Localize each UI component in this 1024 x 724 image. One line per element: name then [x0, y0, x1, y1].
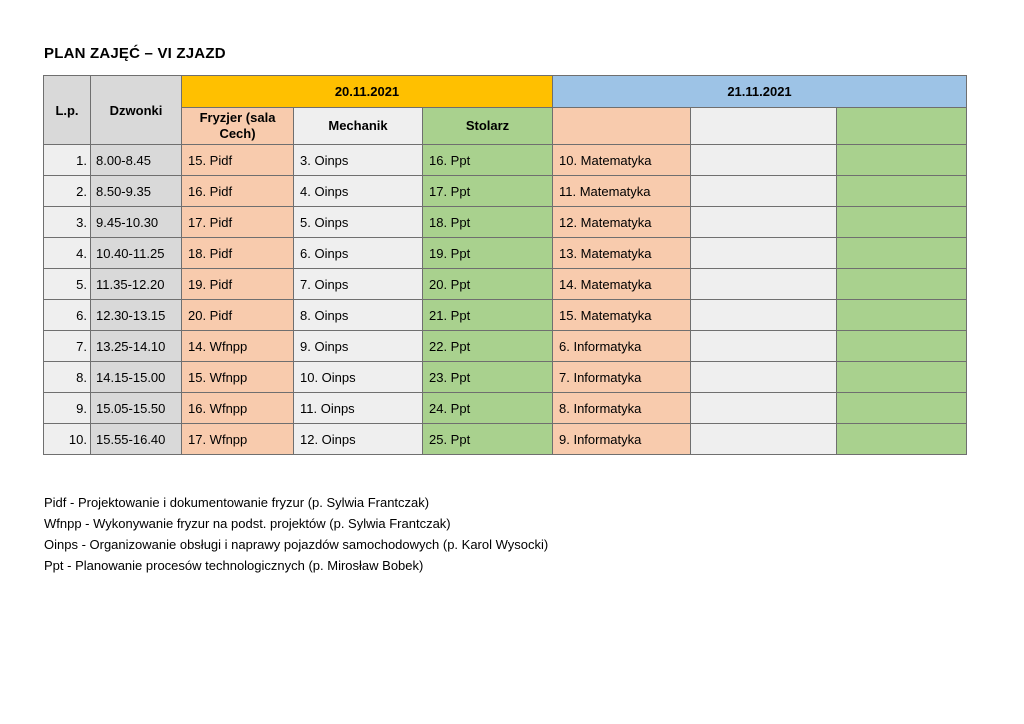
legend-item: Oinps - Organizowanie obsługi i naprawy pojazdów samochodowych (p. Karol Wysocki): [44, 537, 549, 552]
cell-day2-2: [691, 269, 837, 300]
group-header-stolarz: Stolarz: [423, 108, 553, 145]
legend: [44, 492, 548, 576]
cell-mechanik: 8. Oinps: [294, 300, 423, 331]
cell-day2-2: [691, 424, 837, 455]
legend-item: Pidf - Projektowanie i dokumentowanie fryzur (p. Sylwia Frantczak): [44, 495, 430, 510]
cell-day2-1: 14. Matematyka: [553, 269, 691, 300]
cell-fryzjer: 15. Pidf: [182, 145, 294, 176]
cell-stolarz: 18. Ppt: [423, 207, 553, 238]
cell-fryzjer: 17. Wfnpp: [182, 424, 294, 455]
cell-mechanik: 6. Oinps: [294, 238, 423, 269]
bell-time: 11.35-12.20: [91, 269, 182, 300]
cell-stolarz: 24. Ppt: [423, 393, 553, 424]
cell-day2-3: [837, 238, 967, 269]
group-header-day2-3: [837, 108, 967, 145]
table-row: [44, 176, 967, 207]
table-row: [44, 362, 967, 393]
row-number: 10.: [44, 424, 91, 455]
table-row: [44, 145, 967, 176]
cell-day2-3: [837, 269, 967, 300]
schedule-table: [43, 75, 967, 455]
cell-stolarz: 22. Ppt: [423, 331, 553, 362]
table-row: [44, 424, 967, 455]
cell-fryzjer: 16. Pidf: [182, 176, 294, 207]
bell-time: 8.00-8.45: [91, 145, 182, 176]
cell-day2-2: [691, 176, 837, 207]
cell-day2-1: 13. Matematyka: [553, 238, 691, 269]
cell-day2-3: [837, 300, 967, 331]
cell-fryzjer: 17. Pidf: [182, 207, 294, 238]
row-number: 1.: [44, 145, 91, 176]
cell-fryzjer: 19. Pidf: [182, 269, 294, 300]
bell-time: 12.30-13.15: [91, 300, 182, 331]
header-lp: L.p.: [44, 76, 91, 145]
cell-stolarz: 19. Ppt: [423, 238, 553, 269]
cell-fryzjer: 14. Wfnpp: [182, 331, 294, 362]
cell-stolarz: 16. Ppt: [423, 145, 553, 176]
cell-fryzjer: 18. Pidf: [182, 238, 294, 269]
row-number: 4.: [44, 238, 91, 269]
group-header-fryzjer: Fryzjer (sala Cech): [182, 108, 294, 145]
cell-mechanik: 4. Oinps: [294, 176, 423, 207]
legend-item: Wfnpp - Wykonywanie fryzur na podst. projektów (p. Sylwia Frantczak): [44, 516, 451, 531]
cell-mechanik: 11. Oinps: [294, 393, 423, 424]
cell-day2-3: [837, 393, 967, 424]
row-number: 6.: [44, 300, 91, 331]
cell-day2-1: 9. Informatyka: [553, 424, 691, 455]
cell-fryzjer: 16. Wfnpp: [182, 393, 294, 424]
group-header-day2-1: [553, 108, 691, 145]
row-number: 9.: [44, 393, 91, 424]
cell-mechanik: 12. Oinps: [294, 424, 423, 455]
cell-stolarz: 21. Ppt: [423, 300, 553, 331]
cell-day2-1: 8. Informatyka: [553, 393, 691, 424]
cell-day2-2: [691, 331, 837, 362]
cell-mechanik: 7. Oinps: [294, 269, 423, 300]
group-header-day2-2: [691, 108, 837, 145]
table-row: [44, 300, 967, 331]
cell-day2-2: [691, 300, 837, 331]
page-title: PLAN ZAJĘĆ – VI ZJAZD: [44, 45, 226, 62]
cell-stolarz: 20. Ppt: [423, 269, 553, 300]
cell-day2-2: [691, 393, 837, 424]
cell-day2-3: [837, 331, 967, 362]
bell-time: 13.25-14.10: [91, 331, 182, 362]
cell-day2-1: 10. Matematyka: [553, 145, 691, 176]
cell-day2-1: 7. Informatyka: [553, 362, 691, 393]
bell-time: 8.50-9.35: [91, 176, 182, 207]
cell-day2-2: [691, 238, 837, 269]
cell-mechanik: 5. Oinps: [294, 207, 423, 238]
row-number: 2.: [44, 176, 91, 207]
cell-day2-3: [837, 145, 967, 176]
header-bells: Dzwonki: [91, 76, 182, 145]
table-row: [44, 207, 967, 238]
cell-stolarz: 23. Ppt: [423, 362, 553, 393]
cell-mechanik: 10. Oinps: [294, 362, 423, 393]
cell-day2-3: [837, 424, 967, 455]
cell-mechanik: 9. Oinps: [294, 331, 423, 362]
cell-mechanik: 3. Oinps: [294, 145, 423, 176]
bell-time: 14.15-15.00: [91, 362, 182, 393]
cell-day2-2: [691, 145, 837, 176]
row-number: 5.: [44, 269, 91, 300]
cell-day2-1: 15. Matematyka: [553, 300, 691, 331]
cell-fryzjer: 20. Pidf: [182, 300, 294, 331]
cell-day2-3: [837, 176, 967, 207]
cell-day2-2: [691, 362, 837, 393]
bell-time: 15.55-16.40: [91, 424, 182, 455]
cell-day2-1: 6. Informatyka: [553, 331, 691, 362]
cell-day2-3: [837, 207, 967, 238]
table-row: [44, 393, 967, 424]
header-date-2: 21.11.2021: [553, 76, 967, 108]
table-row: [44, 269, 967, 300]
table-row: [44, 331, 967, 362]
row-number: 3.: [44, 207, 91, 238]
row-number: 7.: [44, 331, 91, 362]
cell-stolarz: 25. Ppt: [423, 424, 553, 455]
group-header-mechanik: Mechanik: [294, 108, 423, 145]
cell-stolarz: 17. Ppt: [423, 176, 553, 207]
cell-day2-1: 11. Matematyka: [553, 176, 691, 207]
bell-time: 9.45-10.30: [91, 207, 182, 238]
row-number: 8.: [44, 362, 91, 393]
header-date-1: 20.11.2021: [182, 76, 553, 108]
bell-time: 10.40-11.25: [91, 238, 182, 269]
bell-time: 15.05-15.50: [91, 393, 182, 424]
table-row: [44, 238, 967, 269]
cell-day2-3: [837, 362, 967, 393]
cell-fryzjer: 15. Wfnpp: [182, 362, 294, 393]
cell-day2-1: 12. Matematyka: [553, 207, 691, 238]
legend-item: Ppt - Planowanie procesów technologicznych (p. Mirosław Bobek): [44, 558, 424, 573]
cell-day2-2: [691, 207, 837, 238]
